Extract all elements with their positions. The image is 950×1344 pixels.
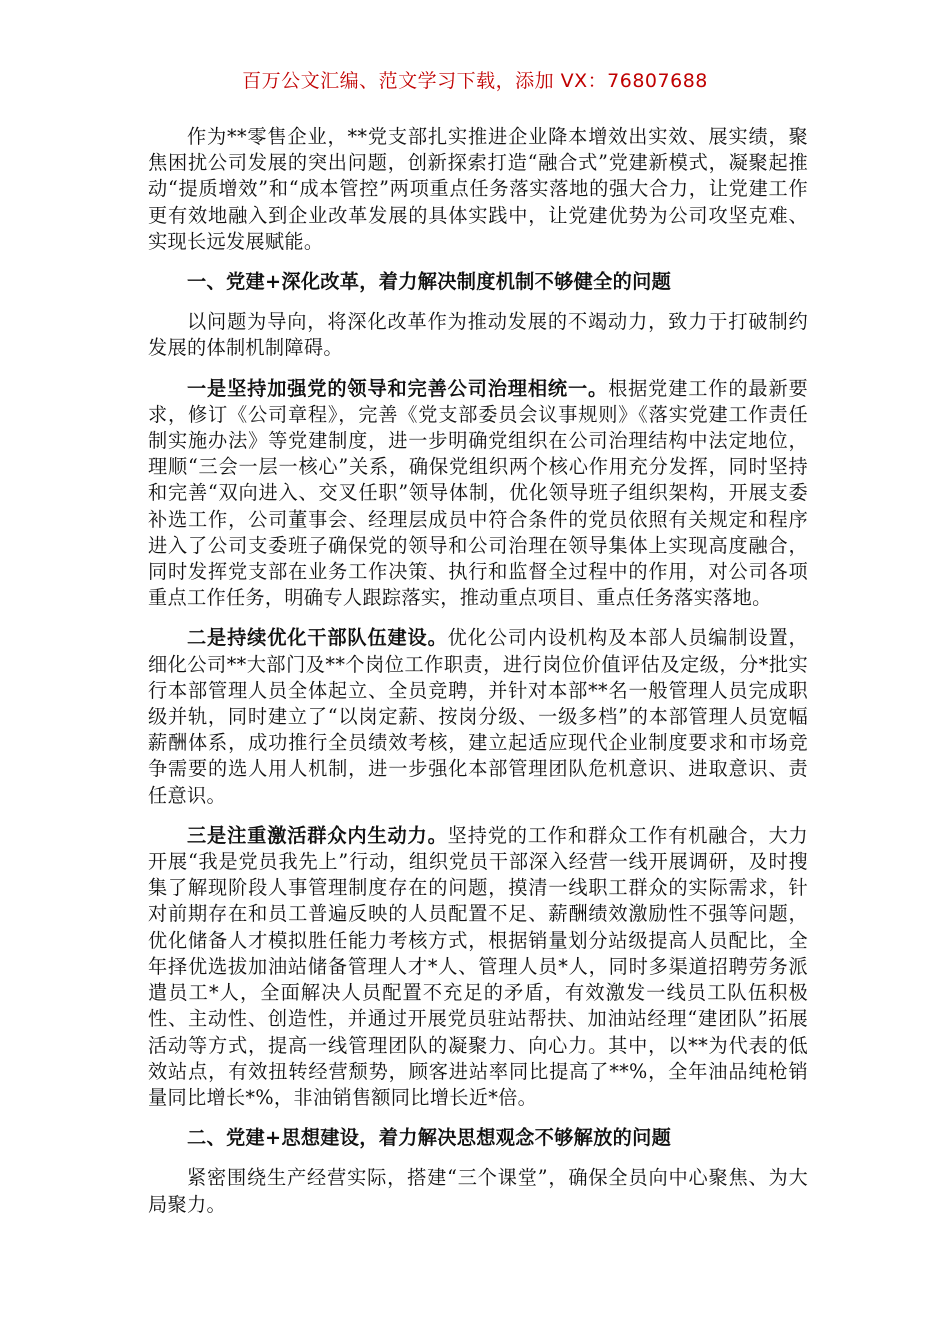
point-2-text: 优化公司内设机构及本部人员编制设置，细化公司**大部门及**个岗位工作职责，进行岗位价值评估及定级，分*批实行本部管理人员全体起立、全员竞聘，并针对本部**名一般管理人员完成职级并轨，同时建立了“以岗定薪、按岗分级、一级多档”的本部管理人员宽幅薪酬体系，成功推行全员绩效考核，建立起适应现代企业制度要求和市场竞争需要的选人用人机制，进一步强化本部管理团队危机意识、进取意识、责任意识。 [148, 626, 808, 807]
point-3-text: 坚持党的工作和群众工作有机融合，大力开展“我是党员我先上”行动，组织党员干部深入经营一线开展调研，及时搜集了解现阶段人事管理制度存在的问题，摸清一线职工群众的实际需求，针对前期存在和员工普遍反映的人员配置不足、薪酬绩效激励性不强等问题，优化储备人才模拟胜任能力考核方式，根据销量划分站级提高人员配比，全年择优选拔加油站储备管理人才*人、管理人员*人，同时多渠道招聘劳务派遣员工*人，全面解决人员配置不充足的矛盾，有效激发一线员工队伍积极性、主动性、创造性，并通过开展党员驻站帮扶、加油站经理“建团队”拓展活动等方式，提高一线管理团队的凝聚力、向心力。其中，以**为代表的低效站点，有效扭转经营颓势，顾客进站率同比提高了**%，全年油品纯枪销量同比增长*%，非油销售额同比增长近*倍。 [148, 823, 808, 1109]
section-2-intro-paragraph: 紧密围绕生产经营实际，搭建“三个课堂”，确保全员向中心聚焦、为大局聚力。 [148, 1166, 808, 1216]
section-heading-1: 一、党建+深化改革，着力解决制度机制不够健全的问题 [187, 270, 672, 294]
section-1-intro-paragraph: 以问题为导向，将深化改革作为推动发展的不竭动力，致力于打破制约发展的体制机制障碍。 [148, 310, 808, 360]
point-2-lead: 二是持续优化干部队伍建设。 [187, 626, 448, 650]
point-1-text: 根据党建工作的最新要求，修订《公司章程》，完善《党支部委员会议事规则》《落实党建工作责任制实施办法》等党建制度，进一步明确党组织在公司治理结构中法定地位，理顺“三会一层一核心”关系，确保党组织两个核心作用充分发挥，同时坚持和完善“双向进入、交叉任职”领导体制，优化领导班子组织架构，开展支委补选工作，公司董事会、经理层成员中符合条件的党员依照有关规定和程序进入了公司支委班子确保党的领导和公司治理在领导集体上实现高度融合，同时发挥党支部在业务工作决策、执行和监督全过程中的作用，对公司各项重点工作任务，明确专人跟踪落实，推动重点项目、重点任务落实落地。 [148, 376, 808, 610]
point-1-paragraph [148, 376, 808, 612]
point-1-lead: 一是坚持加强党的领导和完善公司治理相统一。 [187, 376, 609, 400]
watermark-header: 百万公文汇编、范文学习下载，添加 VX：76807688 [242, 70, 708, 92]
point-3-paragraph [148, 823, 808, 1111]
document-body [148, 124, 808, 1232]
section-heading-2: 二、党建+思想建设，着力解决思想观念不够解放的问题 [187, 1126, 672, 1150]
intro-paragraph: 作为**零售企业，**党支部扎实推进企业降本增效出实效、展实绩，聚焦困扰公司发展的突出问题，创新探索打造“融合式”党建新模式，凝聚起推动“提质增效”和“成本管控”两项重点任务落实落地的强大合力，让党建工作更有效地融入到企业改革发展的具体实践中，让党建优势为公司攻坚克难、实现长远发展赋能。 [148, 125, 808, 253]
point-2-paragraph [148, 625, 808, 808]
point-3-lead: 三是注重激活群众内生动力。 [187, 823, 448, 847]
